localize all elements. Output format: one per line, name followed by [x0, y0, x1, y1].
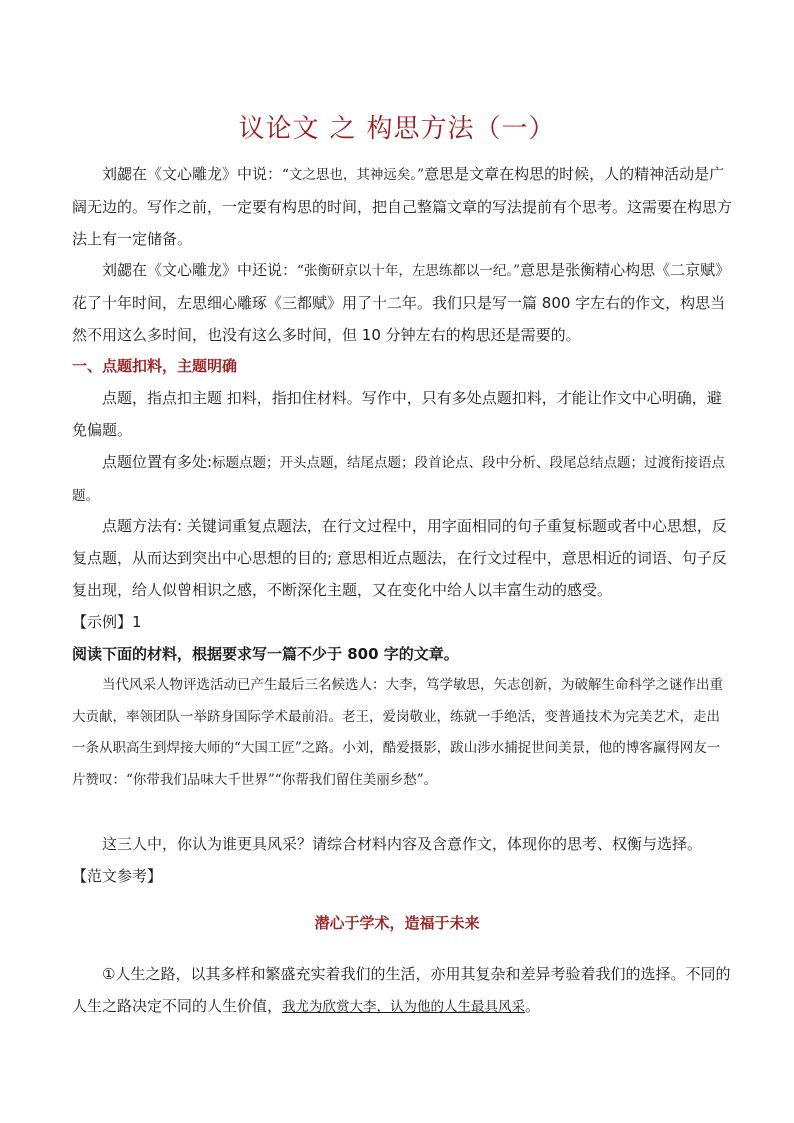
paragraph-4-lead: 点题位置有多处: — [102, 453, 213, 471]
paragraph-1-quote: “文之思也，其神远矣。” — [282, 167, 425, 183]
paragraph-2-quote: “张衡研京以十年，左思练都以一纪。” — [297, 263, 521, 279]
essay-paragraph-1-end: 。 — [525, 997, 541, 1015]
essay-title: 潜心于学术，造福于未来 — [314, 914, 480, 932]
page-title — [0, 108, 794, 145]
question-text: 这三人中，你认为谁更具风采？请综合材料内容及含意作文，体现你的思考、权衡与选择。 — [102, 835, 703, 853]
writing-task: 阅读下面的材料，根据要求写一篇不少于 800 字的文章。 — [72, 645, 459, 663]
paragraph-3: 点题，指点扣主题 扣料，指扣住材料。写作中，只有多处点题扣料，才能让作文中心明确，避免偏题。 — [72, 389, 722, 439]
model-essay-label: 【范文参考】 — [72, 867, 163, 885]
title-part-1: 议论文 — [238, 114, 320, 144]
section-heading: 一、点题扣料，主题明确 — [72, 357, 238, 375]
paragraph-5: 点题方法有: 关键词重复点题法，在行文过程中，用字面相同的句子重复标题或者中心思想，反复点题，从而达到突出中心思想的目的; 意思相近点题法，在行文过程中，意思相近的词语、句子反复出现，给人似曾相识之感，不断深化主题，又在变化中给人以丰富生动的感受。 — [72, 517, 727, 599]
example-label: 【示例】1 — [72, 613, 142, 631]
essay-paragraph-1 — [72, 958, 732, 1023]
essay-underlined-thesis: 我尤为欣赏大李，认为他的人生最具风采 — [282, 999, 526, 1015]
title-part-3: 构思方法（一） — [366, 114, 556, 144]
paragraph-1 — [72, 158, 732, 255]
paragraph-2 — [72, 254, 732, 351]
paragraph-4 — [72, 446, 732, 512]
paragraph-2-lead: 刘勰在《文心雕龙》中还说： — [102, 261, 298, 279]
material-text: 当代风采人物评选活动已产生最后三名候选人：大李，笃学敏思，矢志创新，为破解生命科学之谜作出重大贡献，率领团队一举跻身国际学术最前沿。老王，爱岗敬业，练就一手绝活，变普通技术为完美艺术，走出一条从职高生到焊接大师的“大国工匠”之路。小刘，酷爱摄影，跋山涉水捕捉世间美景，他的博客赢得网友一片赞叹：“你带我们品味大千世界”“你帮我们留住美丽乡愁”。 — [72, 677, 723, 788]
paragraph-2-rest: 意思是张衡精心构思《二京赋》花了十年时间，左思细心雕琢《三都赋》用了十二年。我们只是写一篇 800 字左右的作文，构思当然不用这么多时间，也没有这么多时间，但 10 分钟左右的构思还是需要的。 — [72, 261, 731, 344]
paragraph-4-rest: 标题点题；开头点题，结尾点题；段首论点、段中分析、段尾总结点题；过渡衔接语点题。 — [72, 455, 726, 504]
essay-paragraph-1-text: ①人生之路，以其多样和繁盛充实着我们的生活，亦用其复杂和差异考验着我们的选择。不同的人生之路决定不同的人生价值， — [72, 965, 731, 1015]
title-part-2: 之 — [329, 114, 357, 144]
paragraph-1-lead: 刘勰在《文心雕龙》中说： — [102, 165, 283, 183]
paragraph-1-rest: 意思是文章在构思的时候，人的精神活动是广阔无边的。写作之前，一定要有构思的时间，把自己整篇文章的写法提前有个思考。这需要在构思方法上有一定储备。 — [72, 165, 733, 248]
